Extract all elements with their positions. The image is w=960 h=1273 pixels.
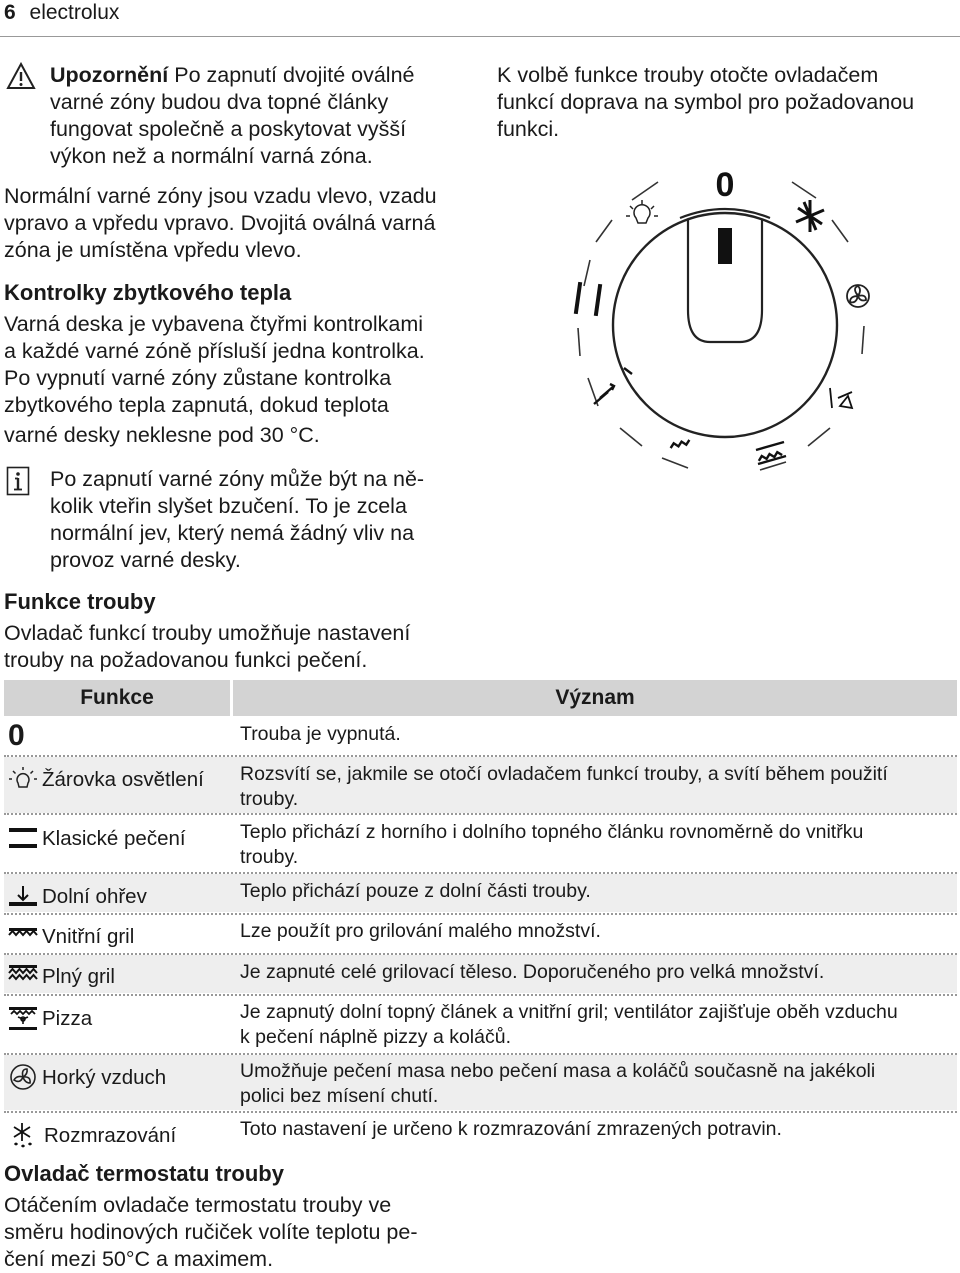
page-header	[4, 0, 119, 26]
warning-line: fungovat společně a poskytovat vyšší	[50, 117, 407, 141]
row-meaning-conventional	[240, 820, 955, 870]
row-meaning-lamp	[240, 762, 955, 812]
header-divider	[0, 36, 960, 37]
residual-heat-paragraph	[4, 311, 479, 449]
row-function-bottom	[8, 883, 147, 909]
paragraph-line: funkci.	[497, 117, 560, 141]
conventional-heat-icon	[8, 826, 38, 850]
paragraph-line: Varná deska je vybavena čtyřmi kontrolkami	[4, 312, 424, 336]
paragraph-line: vpravo a vpředu vpravo. Dvojitá oválná varná	[4, 211, 436, 235]
function-name: Klasické pečení	[42, 826, 186, 850]
paragraph-line: funkcí doprava na symbol pro požadovanou	[497, 90, 915, 114]
row-function-full-grill	[8, 962, 115, 990]
oven-functions-heading: Funkce trouby	[4, 589, 156, 614]
paragraph-line: čení mezi 50°C a maximem.	[4, 1247, 274, 1271]
paragraph-line: a každé varné zóně přísluší jedna kontrolka.	[4, 339, 425, 363]
row-meaning-inner-grill	[240, 919, 955, 944]
paragraph-line: trouby na požadovanou funkci pečení.	[4, 648, 368, 672]
knob-full-grill-icon	[756, 442, 786, 464]
warning-block	[50, 62, 470, 170]
info-note	[50, 466, 470, 574]
meaning-line: Lze použít pro grilování malého množství.	[240, 920, 601, 942]
page-number: 6	[4, 1, 16, 24]
table-header-meaning: Význam	[233, 680, 957, 716]
paragraph-line: Otáčením ovladače termostatu trouby ve	[4, 1193, 392, 1217]
function-name: Vnitřní gril	[42, 924, 135, 948]
function-name: Plný gril	[42, 964, 115, 988]
bottom-heat-icon	[8, 884, 38, 908]
warning-line: Po zapnutí dvojité oválné	[174, 63, 415, 87]
function-name: Horký vzduch	[42, 1065, 167, 1089]
pizza-icon	[8, 1005, 38, 1031]
paragraph-line: varné desky neklesne pod 30 °C.	[4, 423, 320, 447]
meaning-line: Umožňuje pečení masa nebo pečení masa a koláčů současně na jakékoli	[240, 1060, 876, 1082]
knob-pointer	[718, 228, 732, 264]
function-knob-diagram	[560, 160, 890, 490]
row-meaning-fan	[240, 1059, 955, 1109]
knob-lamp-icon	[626, 200, 658, 223]
info-icon	[6, 466, 30, 496]
row-meaning-bottom	[240, 879, 955, 904]
knob-conventional-icon	[574, 282, 602, 316]
row-function-defrost	[8, 1121, 176, 1149]
meaning-line: Je zapnutý dolní topný článek a vnitřní gril; ventilátor zajišťuje oběh vzduchu	[240, 1001, 898, 1023]
fan-icon	[8, 1063, 38, 1091]
warning-line: výkon než a normální varná zóna.	[50, 144, 373, 168]
meaning-line: Trouba je vypnutá.	[240, 723, 401, 745]
row-divider	[4, 994, 957, 996]
knob-intro-paragraph	[497, 62, 960, 143]
paragraph-line: zbytkového tepla zapnutá, dokud teplota	[4, 393, 389, 417]
note-line: kolik vteřin slyšet bzučení. To je zcela	[50, 494, 407, 518]
defrost-icon	[8, 1121, 40, 1149]
knob-defrost-icon	[796, 200, 824, 232]
inner-grill-icon	[8, 924, 38, 948]
row-function-fan	[8, 1063, 166, 1091]
paragraph-line: K volbě funkce trouby otočte ovladačem	[497, 63, 879, 87]
warning-icon	[6, 62, 36, 90]
row-function-conventional	[8, 825, 186, 851]
function-name: Dolní ohřev	[42, 884, 147, 908]
paragraph-line: Normální varné zóny jsou vzadu vlevo, vzadu	[4, 184, 437, 208]
row-function-pizza	[8, 1004, 92, 1032]
row-meaning-pizza	[240, 1000, 955, 1050]
oven-functions-paragraph	[4, 620, 479, 674]
meaning-line: Rozsvítí se, jakmile se otočí ovladačem funkcí trouby, a svítí během použití	[240, 763, 888, 785]
meaning-line: k pečení náplně pizzy a koláčů.	[240, 1026, 512, 1048]
row-meaning-full-grill	[240, 960, 955, 985]
knob-pizza-icon	[830, 388, 852, 408]
table-header-function: Funkce	[4, 680, 230, 716]
warning-title: Upozornění	[50, 63, 169, 87]
meaning-line: Teplo přichází z horního i dolního topného článku rovnoměrně do vnitřku	[240, 821, 864, 843]
thermostat-heading: Ovladač termostatu trouby	[4, 1161, 284, 1186]
paragraph-line: Po vypnutí varné zóny zůstane kontrolka	[4, 366, 392, 390]
residual-heat-heading: Kontrolky zbytkového tepla	[4, 280, 292, 305]
note-line: provoz varné desky.	[50, 548, 241, 572]
function-name: Pizza	[42, 1006, 93, 1030]
zero-icon-text: 0	[8, 719, 25, 752]
paragraph-line: zóna je umístěna vpředu vlevo.	[4, 238, 302, 262]
row-meaning-defrost	[240, 1117, 955, 1142]
meaning-line: Je zapnuté celé grilovací těleso. Doporučeného pro velká množství.	[240, 961, 825, 983]
function-name: Žárovka osvětlení	[42, 767, 204, 791]
brand-name: electrolux	[29, 1, 120, 24]
meaning-line: Toto nastavení je určeno k rozmrazování zmrazených potravin.	[240, 1118, 782, 1140]
full-grill-icon	[8, 963, 38, 989]
row-meaning-off	[240, 722, 955, 747]
note-line: Po zapnutí varné zóny může být na ně-	[50, 467, 425, 491]
thermostat-paragraph	[4, 1192, 479, 1273]
knob-inner-grill-icon	[670, 440, 690, 448]
row-function-lamp	[8, 766, 204, 792]
row-divider	[4, 813, 957, 815]
row-divider	[4, 913, 957, 915]
knob-zero-label: 0	[715, 166, 735, 204]
row-divider	[4, 1111, 957, 1113]
warning-line: varné zóny budou dva topné články	[50, 90, 389, 114]
normal-zones-paragraph	[4, 183, 479, 264]
meaning-line: trouby.	[240, 788, 299, 810]
zero-icon	[8, 716, 38, 756]
paragraph-line: směru hodinových ručiček volíte teplotu pe-	[4, 1220, 418, 1244]
row-function-inner-grill	[8, 923, 134, 949]
meaning-line: Teplo přichází pouze z dolní části trouby.	[240, 880, 591, 902]
knob-fan-icon	[847, 285, 869, 307]
lamp-icon	[8, 766, 38, 792]
function-name: Rozmrazování	[44, 1123, 177, 1147]
paragraph-line: Ovladač funkcí trouby umožňuje nastavení	[4, 621, 411, 645]
knob-bottom-heat-icon	[594, 368, 632, 404]
meaning-line: polici bez mísení chutí.	[240, 1085, 439, 1107]
meaning-line: trouby.	[240, 846, 299, 868]
note-line: normální jev, který nemá žádný vliv na	[50, 521, 415, 545]
